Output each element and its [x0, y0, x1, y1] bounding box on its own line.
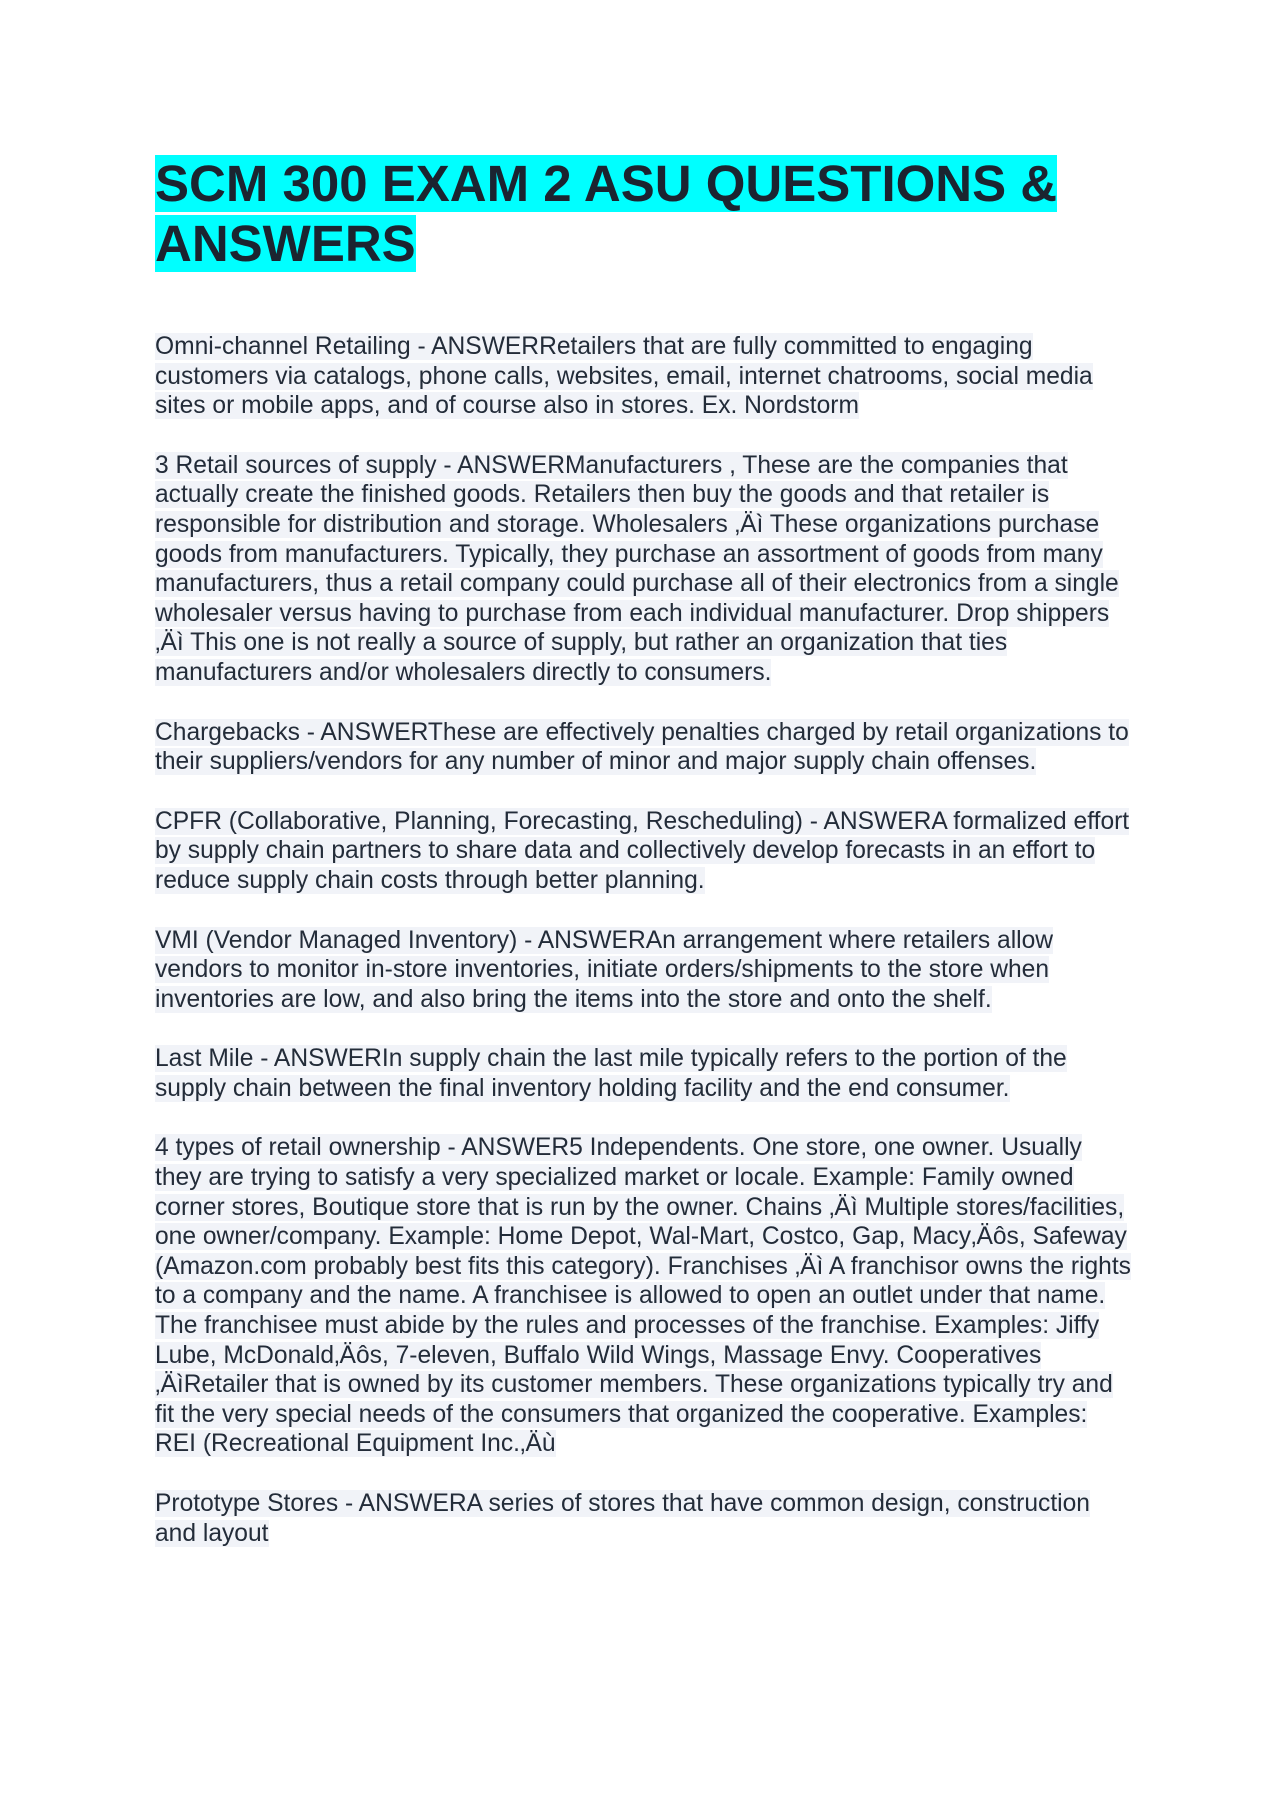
qa-entry-text: 3 Retail sources of supply - ANSWERManufacturers , These are the companies that actually create the finished goods. Retailers then buy the goods and that retailer is responsible for distribution and storage. Wholesalers ‚Äì These organizations purchase goods from manufacturers. Typically, they purchase an assortment of goods from many manufacturers, thus a retail company could purchase all of their electronics from a single wholesaler versus having to purchase from each individual manufacturer. Drop shippers ‚Äì This one is not really a source of supply, but rather an organization that ties manufacturers and/or wholesalers directly to consumers.: [155, 451, 1119, 686]
document-title-text: SCM 300 EXAM 2 ASU QUESTIONS & ANSWERS: [155, 155, 1058, 272]
qa-entry-text: 4 types of retail ownership - ANSWER5 Independents. One store, one owner. Usually they are trying to satisfy a very specialized market or locale. Example: Family owned corner stores, Boutique store that is run by the owner. Chains ‚Äì Multiple stores/facilities, one owner/company. Example: Home Depot, Wal-Mart, Costco, Gap, Macy‚Äôs, Safeway (Amazon.com probably best fits this category). Franchises ‚Äì A franchisor owns the rights to a company and the name. A franchisee is allowed to open an outlet under that name. The franchisee must abide by the rules and processes of the franchise. Examples: Jiffy Lube, McDonald‚Äôs, 7-eleven, Buffalo Wild Wings, Massage Envy. Cooperatives ‚ÄìRetailer that is owned by its customer members. These organizations typically try and fit the very special needs of the consumers that organized the cooperative. Examples: REI (Recreational Equipment Inc.‚Äù: [155, 1134, 1131, 1458]
document-page: [155, 154, 1135, 1578]
qa-entry-prototype-stores: [155, 1489, 1135, 1548]
qa-entry-text: Last Mile - ANSWERIn supply chain the last mile typically refers to the portion of the supply chain between the final inventory holding facility and the end consumer.: [155, 1045, 1067, 1102]
qa-entry-cpfr: [155, 807, 1135, 896]
qa-entry-text: Prototype Stores - ANSWERA series of stores that have common design, construction and layout: [155, 1490, 1090, 1547]
qa-entry-retail-sources: [155, 451, 1135, 688]
qa-entry-text: VMI (Vendor Managed Inventory) - ANSWERAn arrangement where retailers allow vendors to monitor in-store inventories, initiate orders/shipments to the store when inventories are low, and also bring the items into the store and onto the shelf.: [155, 926, 1054, 1013]
qa-entry-text: Omni-channel Retailing - ANSWERRetailers that are fully committed to engaging customers via catalogs, phone calls, websites, email, internet chatrooms, social media sites or mobile apps, and of course also in stores. Ex. Nordstorm: [155, 333, 1093, 420]
document-title: [155, 154, 1135, 274]
qa-entry-omni-channel: [155, 332, 1135, 421]
qa-entry-vmi: [155, 926, 1135, 1015]
qa-entry-text: Chargebacks - ANSWERThese are effectively penalties charged by retail organizations to their suppliers/vendors for any number of minor and major supply chain offenses.: [155, 718, 1129, 776]
qa-entry-retail-ownership: [155, 1133, 1135, 1459]
qa-entry-last-mile: [155, 1044, 1135, 1103]
qa-list: [155, 332, 1135, 1548]
qa-entry-text: CPFR (Collaborative, Planning, Forecasting, Rescheduling) - ANSWERA formalized effort by supply chain partners to share data and collectively develop forecasts in an effort to reduce supply chain costs through better planning.: [155, 807, 1130, 894]
qa-entry-chargebacks: [155, 718, 1135, 777]
